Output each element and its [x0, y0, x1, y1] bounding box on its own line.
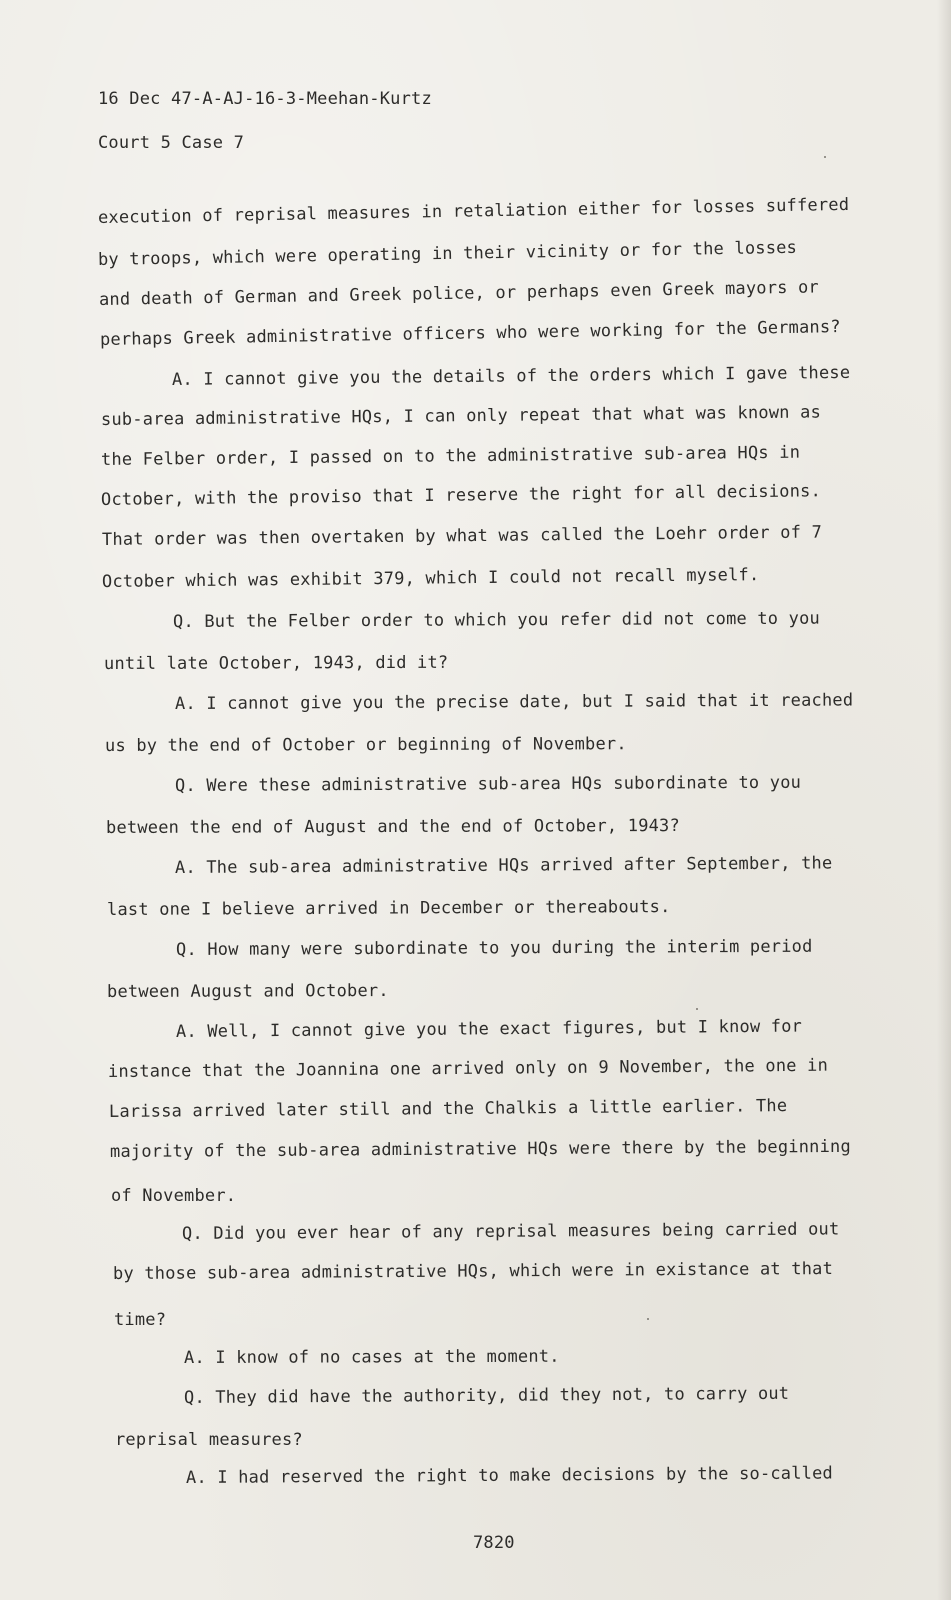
transcript-line: between the end of August and the end of October, 1943? — [105, 815, 680, 838]
transcript-line: by those sub-area administrative HQs, which were in existance at that — [112, 1258, 834, 1284]
transcript-line: A. The sub-area administrative HQs arrived after September, the — [174, 853, 833, 878]
transcript-line: A. Well, I cannot give you the exact figures, but I know for — [175, 1016, 803, 1042]
transcript-line: the Felber order, I passed on to the administrative sub-area HQs in — [100, 442, 801, 470]
transcript-line: majority of the sub-area administrative HQs were there by the beginning — [109, 1136, 851, 1162]
transcript-line: between August and October. — [106, 981, 389, 1002]
transcript-line: and death of German and Greek police, or perhaps even Greek mayors or — [98, 277, 820, 310]
court-case-label: Court 5 Case 7 — [98, 133, 245, 153]
transcript-line: execution of reprisal measures in retaliation either for losses suffered — [97, 194, 850, 228]
paper-speck — [696, 1008, 698, 1010]
paper-speck — [824, 156, 826, 158]
page-number: 7820 — [473, 1533, 515, 1553]
transcript-line: perhaps Greek administrative officers who were working for the Germans? — [99, 317, 841, 350]
transcript-line: us by the end of October or beginning of November. — [104, 734, 627, 756]
transcript-line: Q. Were these administrative sub-area HQs subordinate to you — [174, 772, 802, 796]
transcript-line: last one I believe arrived in December or thereabouts. — [106, 897, 671, 920]
transcript-line: October which was exhibit 379, which I could not recall myself. — [101, 565, 760, 592]
transcript-line: until late October, 1943, did it? — [103, 652, 449, 674]
transcript-line: A. I cannot give you the details of the orders which I gave these — [171, 362, 851, 390]
transcript-line: A. I cannot give you the precise date, but I said that it reached — [174, 690, 854, 714]
transcript-line: time? — [114, 1310, 167, 1330]
transcript-line: by troops, which were operating in their vicinity or for the losses — [97, 237, 798, 270]
transcript-line: That order was then overtaken by what was called the Loehr order of 7 — [101, 522, 823, 550]
transcript-line: of November. — [111, 1186, 237, 1206]
paper-speck — [647, 1318, 649, 1320]
file-reference: 16 Dec 47-A-AJ-16-3-Meehan-Kurtz — [98, 89, 432, 109]
transcript-line: A. I know of no cases at the moment. — [183, 1346, 560, 1368]
page-edge-shadow — [937, 0, 951, 1600]
transcript-line: instance that the Joannina one arrived only on 9 November, the one in — [107, 1055, 829, 1082]
transcript-line: Q. They did have the authority, did they not, to carry out — [183, 1383, 790, 1408]
transcript-line: Q. Did you ever hear of any reprisal measures being carried out — [181, 1219, 840, 1244]
transcript-line: Larissa arrived later still and the Chalkis a little earlier. The — [108, 1096, 788, 1122]
transcript-line: October, with the proviso that I reserve the right for all decisions. — [100, 481, 822, 510]
transcript-line: Q. How many were subordinate to you during the interim period — [175, 936, 813, 960]
transcript-line: reprisal measures? — [115, 1430, 303, 1450]
transcript-line: A. I had reserved the right to make decisions by the so-called — [185, 1463, 834, 1488]
transcript-line: Q. But the Felber order to which you refer did not come to you — [172, 608, 821, 632]
transcript-line: sub-area administrative HQs, I can only repeat that what was known as — [100, 402, 822, 430]
